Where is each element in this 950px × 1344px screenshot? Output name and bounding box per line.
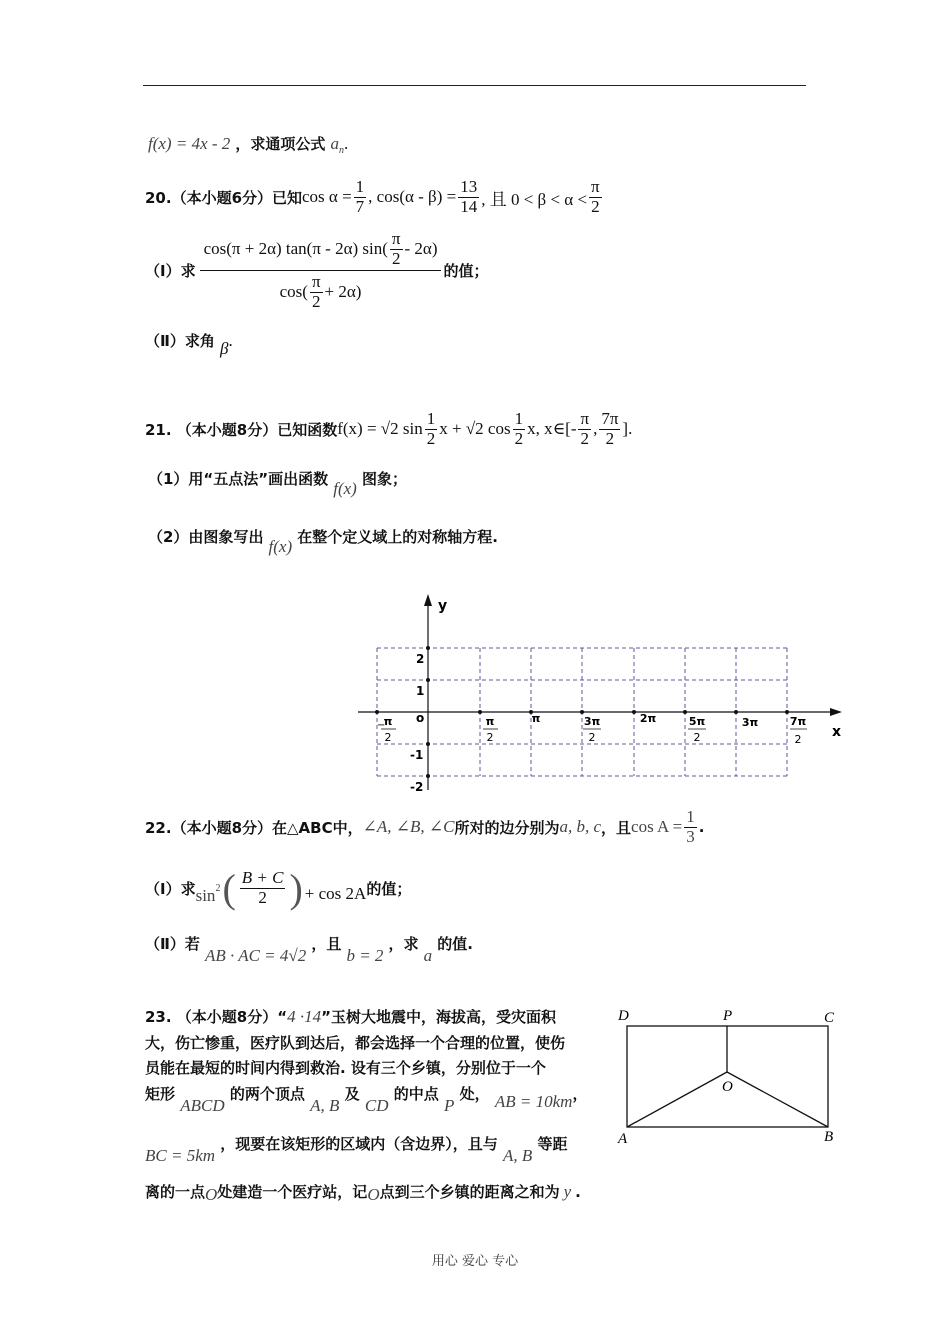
graph-axes bbox=[358, 598, 838, 790]
q21-p1-a: （1）用“五点法”画出函数 bbox=[148, 470, 329, 488]
q21-p2-a: （2）由图象写出 bbox=[148, 528, 264, 546]
q22-p2-label: （Ⅱ）若 bbox=[145, 935, 200, 953]
fig-label-o: O bbox=[722, 1079, 733, 1095]
fig-label-c: C bbox=[824, 1010, 835, 1026]
fig-label-d: D bbox=[618, 1008, 629, 1024]
q22-mid: 所对的边分别为 bbox=[454, 818, 560, 837]
q23-figure bbox=[610, 1002, 850, 1152]
q21-half-frac-1 bbox=[425, 410, 438, 448]
q22-stem bbox=[145, 808, 704, 846]
x-axis-arrow-icon bbox=[830, 708, 842, 716]
q22-p2-ask: ，求 bbox=[388, 935, 419, 953]
q22-cos-den: 3 bbox=[686, 826, 695, 846]
q22-end: . bbox=[698, 818, 705, 837]
graph-ytick-2: 2 bbox=[416, 652, 425, 666]
q20-p1-den-2: 2 bbox=[312, 292, 321, 312]
graph-origin: o bbox=[416, 711, 425, 725]
graph-xtick-3pi: 3π bbox=[741, 716, 759, 729]
graph-xtick-neg-num: π bbox=[383, 715, 393, 728]
q20-p1-big-frac bbox=[200, 230, 442, 312]
q22-p2-vec: AB · AC = 4√2 bbox=[204, 946, 307, 965]
q21-upper-num: 7π bbox=[601, 409, 619, 428]
graph-xtick-pi: π bbox=[531, 712, 541, 725]
q20-p1-den-a: cos( bbox=[279, 282, 308, 302]
q22-p2-end: 的值. bbox=[437, 935, 473, 953]
q20-pi-den: 2 bbox=[591, 196, 600, 216]
q22-p1-sup: 2 bbox=[215, 883, 221, 894]
graph-xtick-7halfpi-num: 7π bbox=[789, 715, 807, 728]
graph-y-label: y bbox=[438, 598, 448, 614]
q21-comma: , bbox=[593, 419, 598, 439]
q20-p1-den-pi-frac bbox=[310, 273, 323, 311]
q22-p1-sin: sin bbox=[195, 885, 216, 905]
q20-frac2-num: 13 bbox=[460, 177, 478, 196]
q19-term: a bbox=[330, 134, 339, 153]
q23-line5 bbox=[145, 1133, 568, 1165]
q23-line4-c: 及 bbox=[344, 1085, 360, 1103]
q22-p1-plus: + cos 2A bbox=[304, 883, 367, 903]
q20-cond: , 且 0 < β < α < bbox=[481, 189, 588, 209]
q22-part2 bbox=[145, 933, 473, 965]
q23-segment-ao bbox=[627, 1072, 727, 1127]
q23-line2: 大，伤亡惨重，医疗队到达后，都会选择一个合理的位置，使伤 bbox=[145, 1034, 566, 1052]
q21-p2-f: f(x) bbox=[268, 537, 293, 556]
q23-y: y bbox=[563, 1182, 572, 1201]
q22-p2-a: a bbox=[423, 946, 433, 965]
q20-pi-num: π bbox=[591, 177, 600, 196]
q20-frac1-num: 1 bbox=[355, 177, 365, 196]
q23-line4-d: 的中点 bbox=[393, 1085, 439, 1103]
q20-head: 20.（本小题6分）已知 bbox=[145, 188, 303, 207]
graph-xtick-2pi: 2π bbox=[639, 712, 657, 725]
q21-upper-den: 2 bbox=[605, 428, 615, 448]
q22-p1-lparen: ( bbox=[222, 866, 236, 911]
q21-half-den: 2 bbox=[426, 428, 436, 448]
q23-line1-b: ”玉树大地震中，海拔高，受灾面积 bbox=[321, 1008, 556, 1026]
q21-graph bbox=[350, 590, 850, 805]
q22-part1 bbox=[145, 865, 411, 912]
graph-xtick-3halfpi-num: 3π bbox=[583, 715, 601, 728]
q23-p: P bbox=[444, 1096, 455, 1115]
q23-o: O bbox=[205, 1185, 218, 1204]
q23-line6 bbox=[145, 1181, 581, 1202]
q20-p1-num-pi-frac bbox=[390, 230, 403, 268]
q23-line1 bbox=[145, 1006, 556, 1027]
q20-cos-ab: , cos(α - β) = bbox=[368, 187, 457, 207]
q20-frac1 bbox=[354, 178, 367, 216]
q20-frac2-den: 14 bbox=[460, 196, 478, 216]
q19-text: ，求通项公式 bbox=[235, 135, 326, 153]
q20-frac2 bbox=[458, 178, 479, 216]
graph-ytick-1: 1 bbox=[416, 684, 425, 698]
q22-p2-b: b = 2 bbox=[346, 946, 384, 965]
q21-head: 21. （本小题8分）已知函数 bbox=[145, 420, 338, 439]
graph-xtick-halfpi-den: 2 bbox=[486, 731, 494, 744]
q21-stem bbox=[145, 410, 632, 448]
q21-upper-frac bbox=[599, 410, 620, 448]
q23-segment-bo bbox=[727, 1072, 828, 1127]
q23-line6-a: 离的一点 bbox=[145, 1183, 206, 1201]
header-rule bbox=[143, 85, 806, 86]
q22-p1-end: 的值； bbox=[366, 880, 412, 898]
q21-half-num: 1 bbox=[426, 409, 436, 428]
q22-p1-num: B + C bbox=[241, 868, 284, 888]
q23-rect: ABCD bbox=[180, 1096, 225, 1115]
q22-head: 22.（本小题8分）在△ABC中， bbox=[145, 818, 363, 837]
q23-line4-b: 的两个顶点 bbox=[229, 1085, 305, 1103]
fig-label-b: B bbox=[824, 1129, 834, 1145]
q22-p1-label: （Ⅰ）求 bbox=[145, 880, 196, 898]
q23-o2: O bbox=[367, 1185, 380, 1204]
q21-p2-b: 在整个定义域上的对称轴方程. bbox=[297, 528, 498, 546]
graph-xtick-5halfpi-den: 2 bbox=[693, 731, 701, 744]
q21-lower-frac bbox=[578, 410, 591, 448]
q19-fragment bbox=[148, 133, 348, 156]
q23-line3: 员能在最短的时间内得到救治. 设有三个乡镇，分别位于一个 bbox=[145, 1059, 546, 1077]
q22-angles: ∠A, ∠B, ∠C bbox=[362, 817, 455, 837]
q23-date: 4 ·14 bbox=[287, 1007, 322, 1026]
q23-ab-2: A, B bbox=[503, 1146, 533, 1165]
q22-and: ，且 bbox=[601, 818, 632, 837]
q21-part1 bbox=[148, 468, 407, 498]
q20-p1-den-pi: π bbox=[311, 272, 321, 292]
graph-xtick-7halfpi-den: 2 bbox=[794, 733, 802, 746]
q23-line4 bbox=[145, 1083, 588, 1115]
q20-cos-alpha: cos α = bbox=[302, 187, 352, 207]
graph-xtick-neg-den: 2 bbox=[384, 731, 392, 744]
fig-label-a: A bbox=[618, 1131, 628, 1147]
q20-p1-label: （Ⅰ）求 bbox=[145, 262, 196, 281]
q23-line5-a: ，现要在该矩形的区域内（含边界），且与 bbox=[220, 1135, 498, 1153]
graph-xtick-3halfpi-den: 2 bbox=[588, 731, 596, 744]
graph-xtick-5halfpi-num: 5π bbox=[688, 715, 706, 728]
q22-p1-frac bbox=[240, 869, 286, 907]
q21-lower-num: π bbox=[580, 409, 590, 428]
q21-lower-den: 2 bbox=[580, 428, 590, 448]
q23-cd: CD bbox=[364, 1096, 389, 1115]
q19-term-sub: n bbox=[338, 145, 344, 157]
q23-ab: A, B bbox=[310, 1096, 340, 1115]
q20-p1-num-2: 2 bbox=[391, 248, 401, 268]
q23-line4-f: ， bbox=[572, 1085, 588, 1103]
q21-tail: x, x∈[- bbox=[527, 419, 577, 439]
q22-p2-and: ，且 bbox=[311, 935, 342, 953]
q21-f: f(x) = √2 sin bbox=[337, 419, 423, 439]
q22-cos-frac bbox=[684, 808, 697, 846]
q20-pi-frac bbox=[589, 178, 602, 216]
q23-line1-a: 23. （本小题8分）“ bbox=[145, 1008, 288, 1026]
graph-xtick-neg-sign: − bbox=[377, 720, 386, 731]
page-footer: 用心 爱心 专心 bbox=[431, 1254, 519, 1269]
q21-half-num-2: 1 bbox=[514, 409, 524, 428]
q23-line6-b: 处建造一个医疗站，记 bbox=[217, 1183, 368, 1201]
q20-frac1-den: 7 bbox=[355, 196, 365, 216]
q20-p1-denominator bbox=[278, 271, 364, 311]
graph-ytick-neg2: -2 bbox=[410, 780, 424, 794]
q21-close: ]. bbox=[622, 419, 633, 439]
graph-xtick-halfpi-num: π bbox=[485, 715, 495, 728]
q22-cosA: cos A = bbox=[631, 817, 683, 837]
q20-part1 bbox=[145, 230, 489, 312]
y-axis-arrow-icon bbox=[424, 594, 432, 606]
q23-line5-b: 等距 bbox=[537, 1135, 568, 1153]
graph-x-label: x bbox=[832, 724, 842, 740]
q20-p1-num-b: - 2α) bbox=[404, 238, 438, 258]
q19-end: . bbox=[343, 134, 349, 153]
q20-p1-num-a: cos(π + 2α) tan(π - 2α) sin( bbox=[203, 238, 388, 258]
q23-line6-end: . bbox=[575, 1183, 581, 1201]
q22-p1-den: 2 bbox=[258, 888, 267, 907]
q22-p1-rparen: ) bbox=[289, 866, 303, 911]
q20-p1-den-b: + 2α) bbox=[324, 282, 362, 302]
q20-p1-numerator bbox=[200, 230, 442, 271]
q20-part2 bbox=[145, 330, 233, 358]
q20-p2-end: . bbox=[228, 331, 233, 350]
q21-half-den-2: 2 bbox=[514, 428, 524, 448]
q23-line6-c: 点到三个乡镇的距离之和为 bbox=[379, 1183, 560, 1201]
q19-formula: f(x) = 4x - 2 bbox=[148, 134, 231, 153]
q20-p2-var: β bbox=[219, 339, 229, 358]
q20-p1-num-pi: π bbox=[391, 229, 401, 248]
q21-mid: x + √2 cos bbox=[439, 419, 511, 439]
q21-p1-f: f(x) bbox=[333, 479, 357, 498]
q20-p2-label: （Ⅱ）求角 bbox=[145, 332, 215, 350]
graph-ytick-neg1: -1 bbox=[410, 748, 424, 762]
q23-ab-len: AB = 10km bbox=[494, 1092, 573, 1111]
fig-label-p: P bbox=[723, 1008, 733, 1024]
q22-cos-num: 1 bbox=[686, 807, 695, 826]
q23-bc-len: BC = 5km bbox=[145, 1146, 216, 1165]
q20-stem bbox=[145, 178, 604, 216]
q20-p1-end: 的值； bbox=[443, 262, 489, 281]
q23-line4-e: 处， bbox=[459, 1085, 490, 1103]
q21-part2 bbox=[148, 526, 498, 556]
q23-line4-a: 矩形 bbox=[145, 1085, 176, 1103]
q21-half-frac-2 bbox=[513, 410, 526, 448]
q22-sides: a, b, c bbox=[559, 817, 602, 837]
q21-p1-b: 图象； bbox=[361, 470, 407, 488]
